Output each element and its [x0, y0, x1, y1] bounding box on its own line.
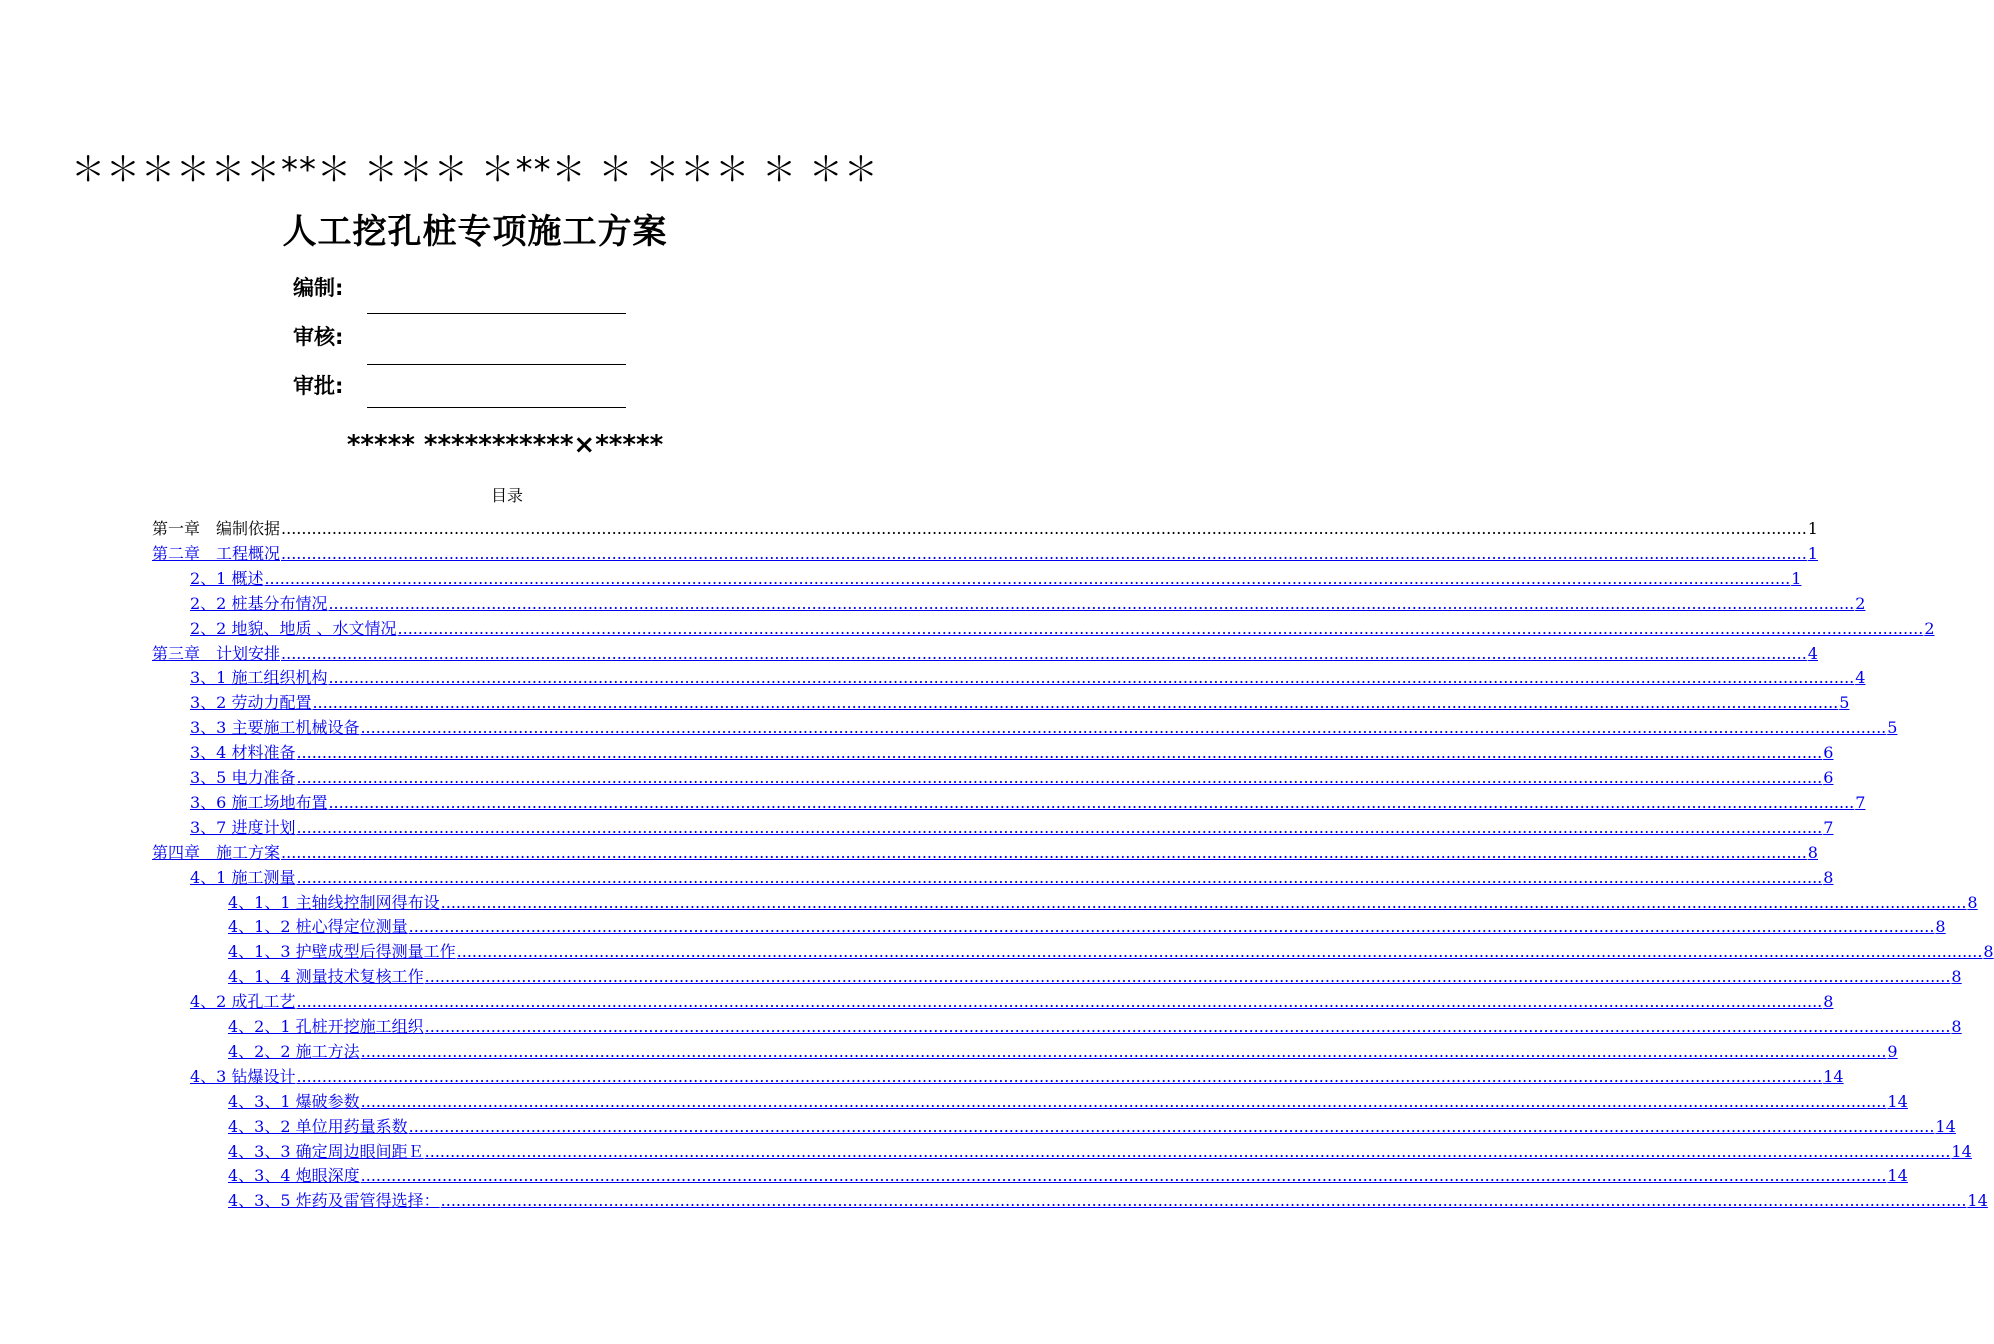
- toc-dot-leader: ............................................................................................................................................................................................................................................................................................................: [440, 892, 1967, 912]
- toc-entry-title: 4、1 施工测量: [190, 867, 296, 887]
- toc-entry: [152, 516, 1818, 541]
- toc-page-number: 8: [1935, 917, 1946, 937]
- toc-page-number: 14: [1935, 1116, 1956, 1136]
- toc-entry-title: 4、1、3 护壁成型后得测量工作: [228, 942, 456, 962]
- masked-organization-name: ***** ***********×*****: [346, 430, 664, 460]
- toc-entry[interactable]: [228, 939, 1994, 964]
- toc-entry-title: 4、1、1 主轴线控制网得布设: [228, 892, 440, 912]
- toc-entry-title: 3、2 劳动力配置: [190, 693, 312, 713]
- toc-entry-title: 第四章 施工方案: [152, 842, 281, 862]
- approve-label: 审批:: [293, 374, 344, 398]
- toc-page-number: 14: [1967, 1191, 1988, 1211]
- toc-page-number: 5: [1839, 693, 1850, 713]
- toc-dot-leader: ............................................................................................................................................................................................................................................................................................................: [296, 817, 1823, 837]
- toc-entry[interactable]: [152, 641, 1818, 666]
- toc-dot-leader: ............................................................................................................................................................................................................................................................................................................: [408, 917, 1935, 937]
- toc-page-number: 8: [1823, 867, 1834, 887]
- toc-entry[interactable]: [228, 964, 1962, 989]
- toc-entry[interactable]: [190, 815, 1834, 840]
- toc-entry[interactable]: [190, 616, 1935, 641]
- toc-entry-title: 第二章 工程概况: [152, 543, 281, 563]
- toc-page-number: 14: [1887, 1166, 1908, 1186]
- toc-entry-title: 第三章 计划安排: [152, 643, 281, 663]
- toc-entry-title: 4、3、1 爆破参数: [228, 1091, 360, 1111]
- toc-page-number: 5: [1887, 718, 1898, 738]
- toc-entry[interactable]: [190, 715, 1898, 740]
- toc-entry[interactable]: [190, 566, 1802, 591]
- toc-dot-leader: ............................................................................................................................................................................................................................................................................................................: [281, 842, 1807, 862]
- toc-dot-leader: ............................................................................................................................................................................................................................................................................................................: [328, 792, 1855, 812]
- toc-page-number: 6: [1823, 743, 1834, 763]
- toc-page-number: 9: [1887, 1041, 1898, 1061]
- toc-page-number: 8: [1951, 967, 1962, 987]
- toc-entry-title: 3、6 施工场地布置: [190, 792, 328, 812]
- approve-signature-line: [367, 407, 626, 408]
- toc-entry[interactable]: [228, 1163, 1908, 1188]
- toc-entry[interactable]: [190, 690, 1850, 715]
- toc-entry-title: 4、2、1 孔桩开挖施工组织: [228, 1017, 424, 1036]
- toc-dot-leader: ............................................................................................................................................................................................................................................................................................................: [328, 668, 1855, 688]
- compile-signature-line: [367, 313, 626, 314]
- toc-page-number: 14: [1951, 1141, 1972, 1161]
- toc-entry-title: 4、3、2 单位用药量系数: [228, 1116, 408, 1136]
- compile-label: 编制:: [293, 276, 344, 300]
- toc-entry[interactable]: [228, 1139, 1972, 1164]
- toc-dot-leader: ............................................................................................................................................................................................................................................................................................................: [296, 992, 1823, 1012]
- toc-page-number: 6: [1823, 768, 1834, 787]
- toc-heading: 目录: [490, 486, 523, 505]
- toc-entry-title: 4、1、4 测量技术复核工作: [228, 967, 424, 987]
- review-label: 审核:: [293, 325, 344, 349]
- toc-entry[interactable]: [190, 865, 1834, 890]
- toc-page-number: 1: [1807, 543, 1818, 563]
- toc-page-number: 1: [1791, 568, 1802, 588]
- masked-company-name: ＊＊＊＊＊＊**＊ ＊＊＊ ＊**＊ ＊ ＊＊＊ ＊ ＊＊: [71, 150, 879, 190]
- toc-dot-leader: ............................................................................................................................................................................................................................................................................................................: [281, 643, 1807, 663]
- toc-entry-title: 2、1 概述: [190, 568, 264, 588]
- toc-dot-leader: ............................................................................................................................................................................................................................................................................................................: [424, 1141, 1951, 1161]
- toc-entry-title: 3、4 材料准备: [190, 743, 296, 763]
- toc-page-number: 2: [1855, 593, 1866, 613]
- toc-entry[interactable]: [190, 591, 1866, 616]
- toc-entry[interactable]: [228, 890, 1978, 915]
- toc-entry[interactable]: [190, 790, 1866, 815]
- toc-dot-leader: ............................................................................................................................................................................................................................................................................................................: [296, 867, 1823, 887]
- toc-page-number: 7: [1823, 817, 1834, 837]
- toc-page-number: 4: [1807, 643, 1818, 663]
- toc-dot-leader: ............................................................................................................................................................................................................................................................................................................: [397, 618, 1924, 638]
- toc-entry[interactable]: [228, 914, 1946, 939]
- toc-entry-title: 3、7 进度计划: [190, 817, 296, 837]
- toc-dot-leader: ............................................................................................................................................................................................................................................................................................................: [296, 743, 1823, 763]
- toc-entry-title: 4、3、5 炸药及雷管得选择：: [228, 1191, 440, 1211]
- toc-entry-title: 4、3、4 炮眼深度: [228, 1166, 360, 1186]
- toc-page-number: 14: [1823, 1066, 1844, 1086]
- toc-entry[interactable]: [190, 765, 1834, 790]
- toc-dot-leader: ............................................................................................................................................................................................................................................................................................................: [440, 1191, 1967, 1211]
- toc-entry-title: 4、1、2 桩心得定位测量: [228, 917, 408, 937]
- toc-page-number: 7: [1855, 792, 1866, 812]
- toc-entry[interactable]: [190, 740, 1834, 765]
- toc-dot-leader: ............................................................................................................................................................................................................................................................................................................: [328, 593, 1855, 613]
- toc-page-number: 8: [1951, 1017, 1962, 1036]
- toc-entry[interactable]: [190, 665, 1866, 690]
- toc-entry[interactable]: [228, 1089, 1908, 1114]
- toc-entry-title: 3、3 主要施工机械设备: [190, 718, 360, 738]
- toc-entry[interactable]: [152, 541, 1818, 566]
- toc-dot-leader: ............................................................................................................................................................................................................................................................................................................: [264, 568, 1791, 588]
- toc-entry[interactable]: [190, 989, 1834, 1014]
- toc-page-number: 2: [1924, 618, 1935, 638]
- toc-entry[interactable]: [228, 1188, 1988, 1213]
- toc-dot-leader: ............................................................................................................................................................................................................................................................................................................: [408, 1116, 1935, 1136]
- toc-entry-title: 2、2 桩基分布情况: [190, 593, 328, 613]
- toc-dot-leader: ............................................................................................................................................................................................................................................................................................................: [360, 1041, 1887, 1061]
- toc-dot-leader: ............................................................................................................................................................................................................................................................................................................: [281, 543, 1807, 563]
- toc-entry[interactable]: [228, 1039, 1898, 1064]
- toc-page-number: 4: [1855, 668, 1866, 688]
- document-title: 人工挖孔桩专项施工方案: [282, 212, 668, 252]
- toc-entry[interactable]: [228, 1114, 1956, 1139]
- toc-dot-leader: ............................................................................................................................................................................................................................................................................................................: [296, 768, 1823, 787]
- toc-entry-title: 2、2 地貌、地质 、水文情况: [190, 618, 397, 638]
- toc-page-number: 14: [1887, 1091, 1908, 1111]
- toc-dot-leader: ............................................................................................................................................................................................................................................................................................................: [456, 942, 1983, 962]
- toc-entry-title: 4、3 钻爆设计: [190, 1066, 296, 1086]
- toc-entry-title: 4、2 成孔工艺: [190, 992, 296, 1012]
- review-signature-line: [367, 364, 626, 365]
- toc-dot-leader: ............................................................................................................................................................................................................................................................................................................: [360, 1091, 1887, 1111]
- toc-dot-leader: ............................................................................................................................................................................................................................................................................................................: [312, 693, 1839, 713]
- toc-entry-title: 4、3、3 确定周边眼间距Ｅ: [228, 1141, 424, 1161]
- toc-entry-title: 3、5 电力准备: [190, 768, 296, 787]
- toc-dot-leader: ............................................................................................................................................................................................................................................................................................................: [281, 519, 1807, 538]
- toc-page-number: 8: [1983, 942, 1994, 962]
- toc-dot-leader: ............................................................................................................................................................................................................................................................................................................: [424, 1017, 1951, 1036]
- toc-page-number: 1: [1807, 519, 1818, 538]
- toc-entry[interactable]: [228, 1014, 1962, 1039]
- toc-dot-leader: ............................................................................................................................................................................................................................................................................................................: [424, 967, 1951, 987]
- toc-dot-leader: ............................................................................................................................................................................................................................................................................................................: [296, 1066, 1823, 1086]
- toc-page-number: 8: [1807, 842, 1818, 862]
- toc-entry-title: 3、1 施工组织机构: [190, 668, 328, 688]
- toc-entry-title: 4、2、2 施工方法: [228, 1041, 360, 1061]
- toc-entry[interactable]: [190, 1064, 1844, 1089]
- toc-dot-leader: ............................................................................................................................................................................................................................................................................................................: [360, 718, 1887, 738]
- toc-page-number: 8: [1967, 892, 1978, 912]
- toc-entry-title: 第一章 编制依据: [152, 519, 281, 538]
- toc-entry[interactable]: [152, 840, 1818, 865]
- toc-page-number: 8: [1823, 992, 1834, 1012]
- toc-dot-leader: ............................................................................................................................................................................................................................................................................................................: [360, 1166, 1887, 1186]
